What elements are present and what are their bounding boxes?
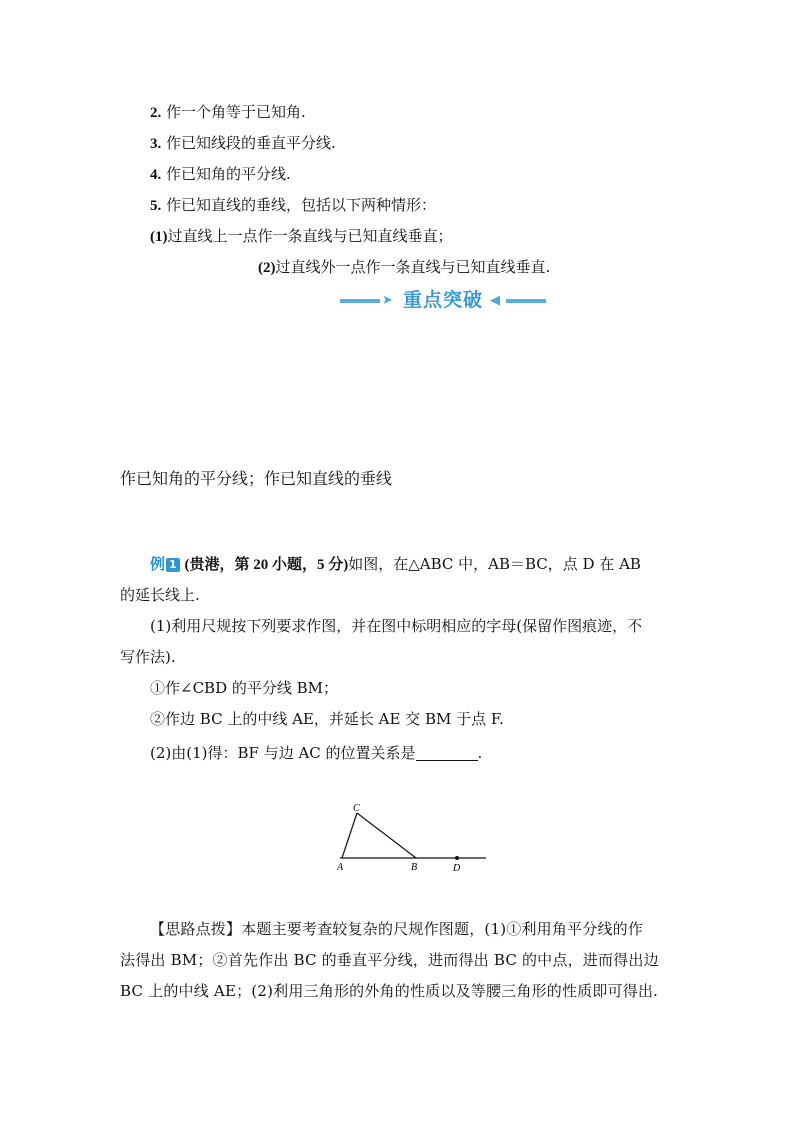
example-badge: 例 1 [150, 553, 180, 575]
label-d: D [453, 863, 461, 874]
hint-line-3: BC 上的中线 AE；(2)利用三角形的外角的性质以及等腰三角形的性质即可得出. [120, 982, 659, 1000]
side-ac [342, 813, 357, 858]
example-stem-line-2: 的延长线上. [120, 586, 200, 604]
paper-plane-icon: ➤ [382, 293, 393, 308]
hint-line-2: 法得出 BM；②首先作出 BC 的垂直平分线，进而得出 BC 的中点，进而得出边 [120, 951, 659, 969]
side-cb [357, 813, 416, 858]
answer-blank[interactable] [416, 744, 478, 761]
hint-line-1: 【思路点拨】本题主要考查较复杂的尺规作图题，(1)①利用角平分线的作 [150, 920, 644, 938]
list-item-5: 5. 作已知直线的垂线，包括以下两种情形： [150, 196, 437, 214]
banner-bar-right [506, 299, 546, 303]
case-item-1: (1)过直线上一点作一条直线与已知直线垂直； [150, 227, 453, 245]
banner-title: 重点突破 [402, 289, 483, 311]
triangle-figure [330, 800, 500, 880]
label-b: B [411, 862, 418, 873]
label-c: C [353, 803, 360, 814]
list-item-4: 4. 作已知角的平分线. [150, 165, 291, 183]
question-2: (2)由(1)得：BF 与边 AC 的位置关系是 . [150, 744, 483, 762]
question-1-line-2: 写作法). [120, 648, 176, 666]
label-a: A [337, 862, 344, 873]
paper-plane-icon: ◀ [490, 293, 500, 308]
question-1-part-b: ②作边 BC 上的中线 AE，并延长 AE 交 BM 于点 F. [150, 710, 504, 728]
banner-bar-left [340, 299, 380, 303]
section-title: 作已知角的平分线；作已知直线的垂线 [120, 469, 393, 488]
point-d [455, 856, 459, 860]
list-item-3: 3. 作已知线段的垂直平分线. [150, 134, 336, 152]
example-stem-line-1: 例 1 (贵港，第 20 小题，5 分)如图，在△ABC 中，AB＝BC，点 D 在 AB [150, 555, 641, 573]
section-banner [340, 286, 546, 314]
question-1-part-a: ①作∠CBD 的平分线 BM； [150, 679, 339, 697]
list-item-2: 2. 作一个角等于已知角. [150, 103, 306, 121]
question-1-line-1: (1)利用尺规按下列要求作图，并在图中标明相应的字母(保留作图痕迹，不 [150, 617, 643, 635]
case-item-2: (2)过直线外一点作一条直线与已知直线垂直. [258, 258, 551, 276]
